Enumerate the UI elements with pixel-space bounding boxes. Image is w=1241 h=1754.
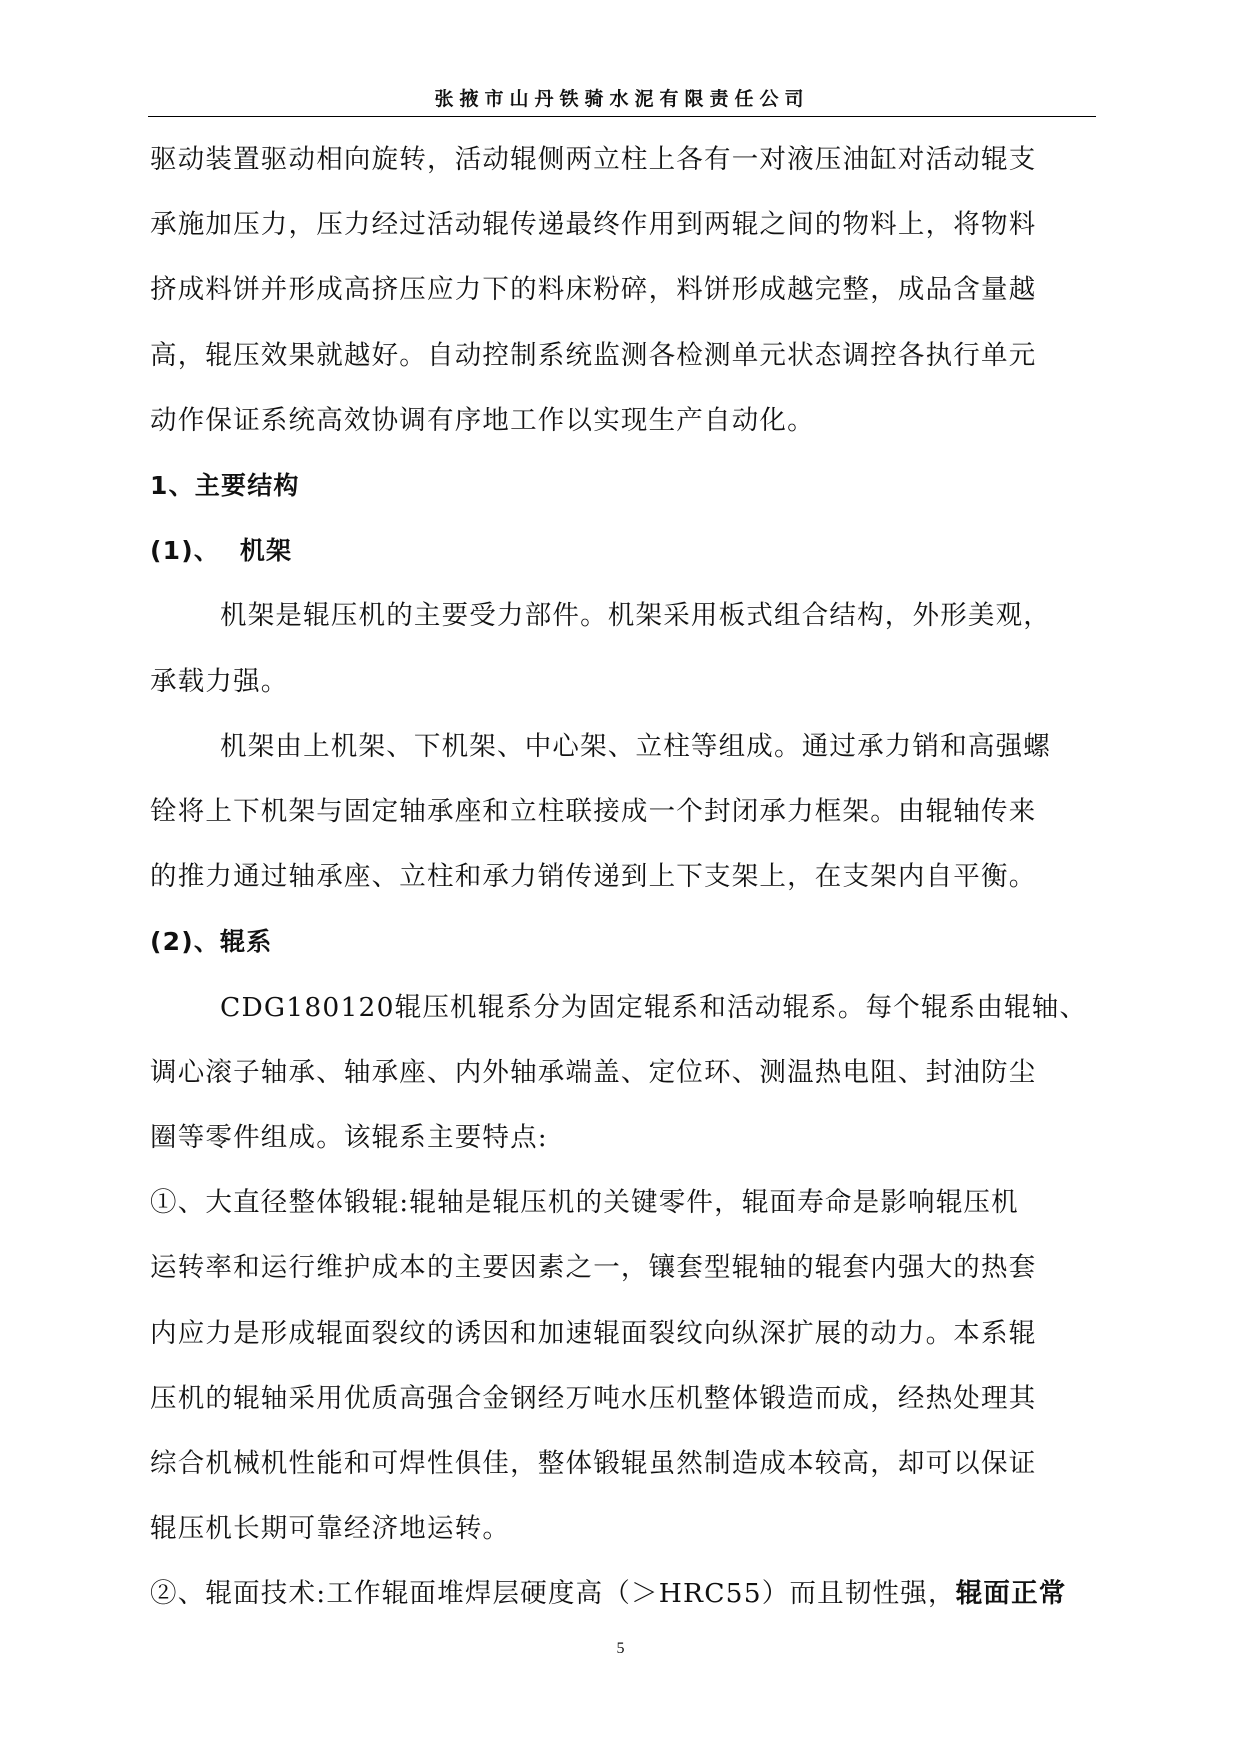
subsection-heading: (2)、辊系 [150, 927, 273, 957]
paragraph-line: 的推力通过轴承座、立柱和承力销传递到上下支架上，在支架内自平衡。 [150, 861, 1037, 893]
paragraph-line: 内应力是形成辊面裂纹的诱因和加速辊面裂纹向纵深扩展的动力。本系辊 [150, 1317, 1037, 1349]
paragraph-line: 承施加压力，压力经过活动辊传递最终作用到两辊之间的物料上，将物料 [150, 209, 1037, 241]
paragraph-line: 高，辊压效果就越好。自动控制系统监测各检测单元状态调控各执行单元 [150, 339, 1037, 371]
paragraph-line: 驱动装置驱动相向旋转，活动辊侧两立柱上各有一对液压油缸对活动辊支 [150, 144, 1037, 175]
paragraph-line: 辊压机长期可靠经济地运转。 [150, 1513, 511, 1545]
paragraph-line: 机架是辊压机的主要受力部件。机架采用板式组合结构，外形美观， [220, 600, 1051, 632]
paragraph-line: 运转率和运行维护成本的主要因素之一，镶套型辊轴的辊套内强大的热套 [150, 1252, 1037, 1284]
subsection-heading: (1)、 机架 [150, 536, 293, 566]
normal-text: ②、辊面技术:工作辊面堆焊层硬度高（＞HRC55）而且韧性强， [150, 1578, 956, 1610]
paragraph-line: CDG180120辊压机辊系分为固定辊系和活动辊系。每个辊系由辊轴、 [220, 991, 1088, 1023]
paragraph-line: 机架由上机架、下机架、中心架、立柱等组成。通过承力销和高强螺 [220, 730, 1051, 762]
paragraph-line: 圈等零件组成。该辊系主要特点: [150, 1122, 548, 1154]
paragraph-line: 挤成料饼并形成高挤压应力下的料床粉碎，料饼形成越完整，成品含量越 [150, 274, 1037, 306]
section-heading: 1、主要结构 [150, 471, 300, 501]
paragraph-line: 压机的辊轴采用优质高强合金钢经万吨水压机整体锻造而成，经热处理其 [150, 1382, 1037, 1414]
paragraph-line-mixed [150, 1561, 1094, 1626]
header-rule [148, 116, 1096, 117]
paragraph-line: ①、大直径整体锻辊:辊轴是辊压机的关键零件，辊面寿命是影响辊压机 [150, 1187, 1019, 1219]
bold-text: 辊面正常 [955, 1578, 1067, 1610]
company-header: 张掖市山丹铁骑水泥有限责任公司 [434, 88, 810, 110]
paragraph-line: 承载力强。 [150, 665, 289, 697]
document-body [150, 127, 1094, 1627]
page-number: 5 [616, 1640, 625, 1657]
paragraph-line: 动作保证系统高效协调有序地工作以实现生产自动化。 [150, 404, 815, 436]
paragraph-line: 调心滚子轴承、轴承座、内外轴承端盖、定位环、测温热电阻、封油防尘 [150, 1056, 1037, 1088]
paragraph-line: 综合机械机性能和可焊性俱佳，整体锻辊虽然制造成本较高，却可以保证 [150, 1448, 1037, 1480]
paragraph-line: 铨将上下机架与固定轴承座和立柱联接成一个封闭承力框架。由辊轴传来 [150, 796, 1037, 828]
